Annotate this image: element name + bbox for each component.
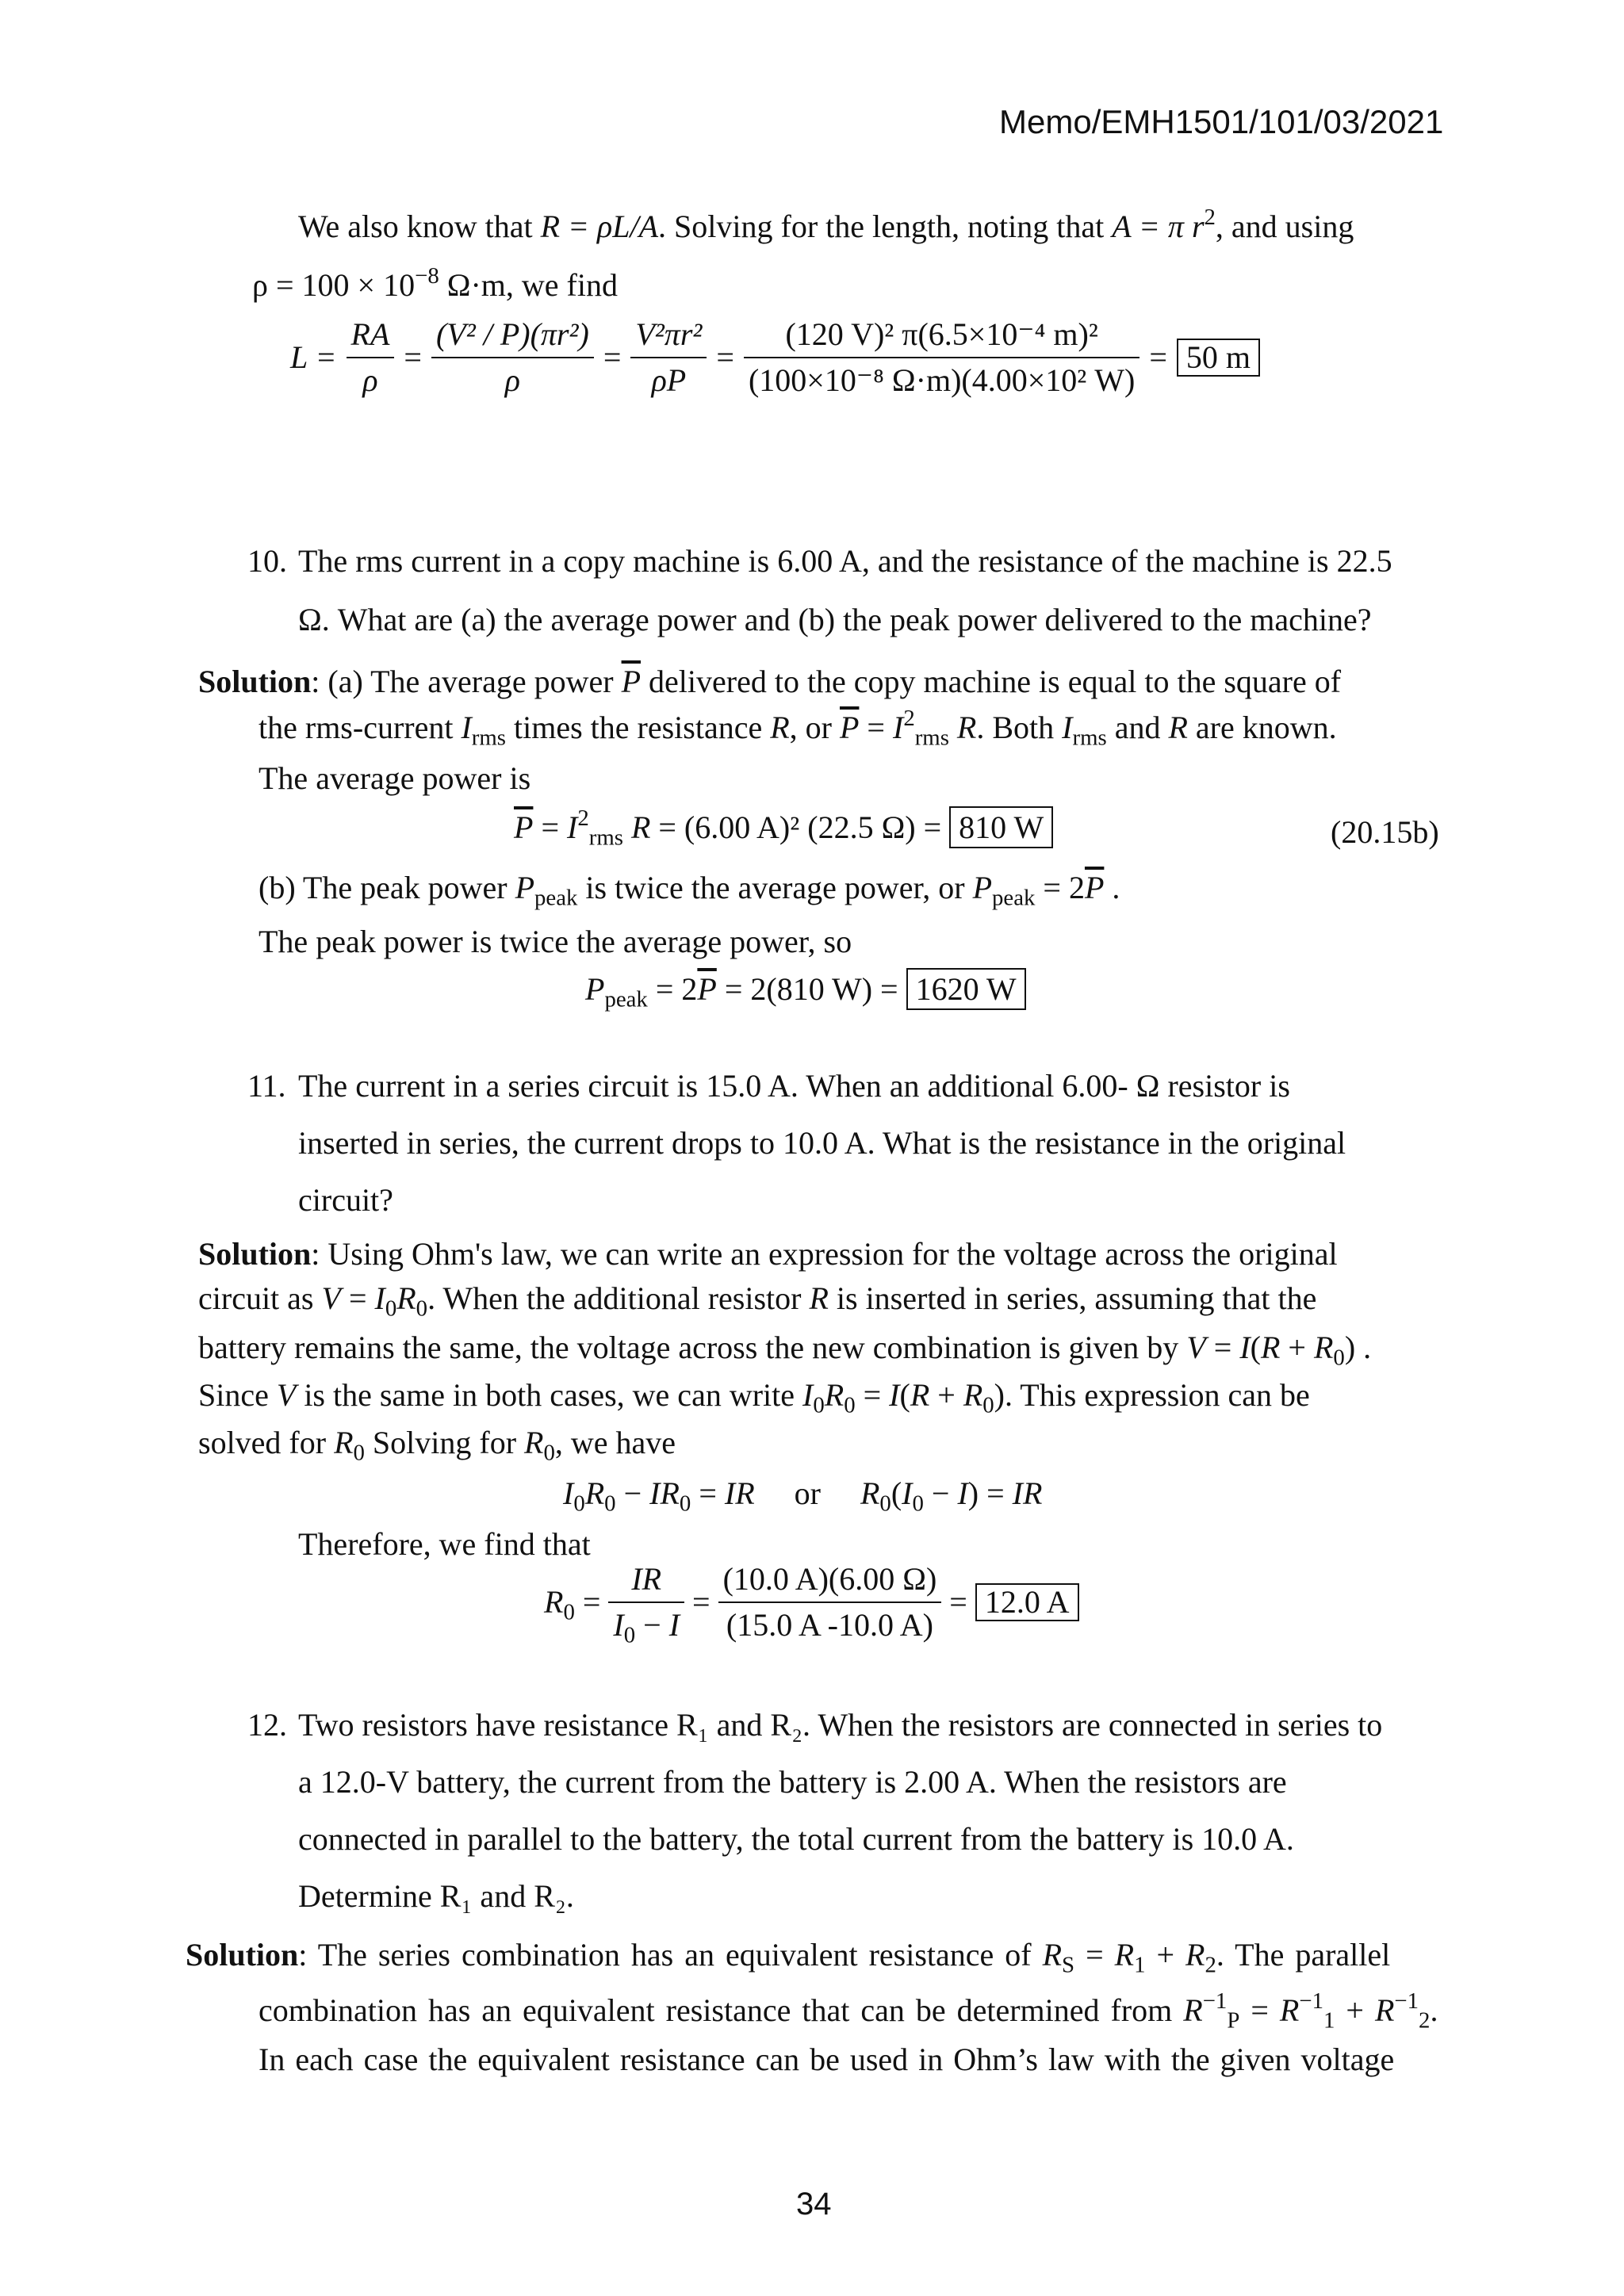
q10-text-line-1: The rms current in a copy machine is 6.00 A, and the resistance of the machine is 22.5 — [298, 543, 1392, 579]
page-number: 34 — [796, 2187, 832, 2221]
intro-line-1: We also know that R = ρL/A. Solving for the length, noting that A = π $r^2$, and using — [298, 205, 1354, 244]
q11-solution-line-1: Solution: Using Ohm's law, we can write an expression for the voltage across the original — [198, 1236, 1338, 1272]
q10-peak-power-line: (b) The peak power $P_{peak}$ is twice the average power, or $P_{peak} = 2\overline{P}$ . — [259, 870, 1120, 911]
solution-label: Solution — [198, 664, 312, 699]
fraction-numeric-length: $\frac{\text{(120 V)² π(6.5×10⁻⁴ m)²}}{\text{(100×10⁻⁸ Ω·m)(4.00×10² W)}}$ — [744, 319, 1139, 396]
q10-average-power-intro: The average power is — [259, 760, 531, 796]
fraction-v2pir2-over-rhop: $\frac{\text{V²πr²}}{\rho P}$ — [630, 319, 707, 396]
q12-text-line-4: Determine R₁ and R₂. — [298, 1878, 574, 1914]
length-equation: L = $\frac{RA}{\rho}$ = $\frac{\text{(V² / P)(πr²)}}{\rho}$ = $\frac{\text{V²πr²}}{\rho P}$ = $\frac{\text{(120 V)² π(6.5×10⁻⁴ m)²}}{\text{(100×10⁻⁸ Ω·m)(4.00×10² W)}}$ = 50 m — [290, 319, 1260, 396]
q10-solution-line-2: the rms-current $I_{rms}$ times the resistance R, or $\overline{P} = I^2_{rms}$ R. Both $I_{rms}$ and R are known. — [259, 706, 1337, 751]
q11-solution-line-5: solved for $R_0$ Solving for $R_0$, we have — [198, 1425, 676, 1466]
q11-rearranged-equation: $I_0R_0 - IR_0$ = IR or $R_0(I_0 - I)$ = IR — [563, 1475, 1043, 1517]
q11-number: 11. — [247, 1068, 286, 1104]
q12-number: 12. — [247, 1707, 287, 1743]
q12-solution-line-1: Solution: The series combination has an equivalent resistance of $R_S = R_1 + R_2$. The parallel — [186, 1937, 1391, 1978]
fraction-numeric-resistance: $\frac{(10.0 A)(6.00 \Omega)}{(15.0 A -10.0 A)}$ — [718, 1563, 942, 1641]
fraction-ra-over-rho: $\frac{RA}{\rho}$ — [347, 319, 395, 396]
intro-line-2: $\rho = 100 \times 10^{-8}$ Ω·m, we find — [252, 263, 618, 303]
q10-peak-power-equation: $P_{peak} = 2\overline{P} = 2(810$ W) = 1620 W — [585, 974, 1026, 1005]
q10-solution-line-1: Solution: (a) The average power $\overline{P}$ delivered to the copy machine is equal to the square of — [198, 664, 1342, 699]
q11-resistance-equation: $R_0$ = $\frac{IR}{I_0 - I}$ = $\frac{(10.0 A)(6.00 \Omega)}{(15.0 A -10.0 A)}$ = 12.0 A — [544, 1563, 1079, 1641]
q10-number: 10. — [247, 543, 287, 579]
fraction-v2p-pir2-over-rho: $\frac{\text{(V² / P)(πr²)}}{\rho}$ — [431, 319, 594, 396]
peak-power-answer-box: 1620 W — [906, 968, 1026, 1010]
q11-therefore: Therefore, we find that — [298, 1526, 591, 1562]
intro-resistance-formula: R = ρL/A — [540, 209, 659, 244]
solution-label: Solution — [198, 1236, 312, 1272]
q12-text-line-1: Two resistors have resistance R₁ and R₂. When the resistors are connected in series to — [298, 1707, 1383, 1743]
q10-average-power-equation: $\overline{P} = I^2_{rms}$ R = (6.00 A)² (22.5 Ω) = 810 W — [514, 812, 1053, 844]
q10-text-line-2: Ω. What are (a) the average power and (b) the peak power delivered to the machine? — [298, 602, 1372, 637]
q11-solution-line-4: Since V is the same in both cases, we can write $I_0R_0 = I(R + R_0)$. This expression can be — [198, 1377, 1310, 1418]
resistance-answer-box: 12.0 A — [975, 1583, 1079, 1621]
q11-text-line-2: inserted in series, the current drops to 10.0 A. What is the resistance in the original — [298, 1125, 1346, 1161]
q11-text-line-1: The current in a series circuit is 15.0 A. When an additional 6.00- Ω resistor is — [298, 1068, 1290, 1104]
intro-area-formula: A = π r — [1112, 209, 1205, 244]
q12-text-line-3: connected in parallel to the battery, the total current from the battery is 10.0 A. — [298, 1821, 1294, 1857]
q10-equation-reference: (20.15b) — [1331, 814, 1439, 850]
length-answer-box: 50 m — [1177, 339, 1260, 377]
q11-solution-line-2: circuit as $V = I_0R_0$. When the additional resistor R is inserted in series, assuming that the — [198, 1280, 1317, 1322]
solution-label: Solution — [186, 1937, 299, 1973]
q12-text-line-2: a 12.0-V battery, the current from the battery is 2.00 A. When the resistors are — [298, 1764, 1287, 1800]
q12-solution-line-3: In each case the equivalent resistance can be used in Ohm’s law with the given voltage — [259, 2042, 1395, 2077]
memo-reference: Memo/EMH1501/101/03/2021 — [999, 103, 1444, 140]
q12-solution-line-2: combination has an equivalent resistance that can be determined from $R^{-1}_P = R^{-1}_1 + R^{-1}_2$. — [259, 1988, 1438, 2034]
q11-text-line-3: circuit? — [298, 1182, 393, 1218]
average-power-answer-box: 810 W — [949, 806, 1053, 848]
fraction-ir-over-i0-minus-i: $\frac{IR}{I_0 - I}$ — [608, 1563, 684, 1641]
q10-peak-power-intro: The peak power is twice the average power, so — [259, 924, 852, 959]
q11-solution-line-3: battery remains the same, the voltage across the new combination is given by $V = I(R + R_0)$ . — [198, 1330, 1372, 1371]
